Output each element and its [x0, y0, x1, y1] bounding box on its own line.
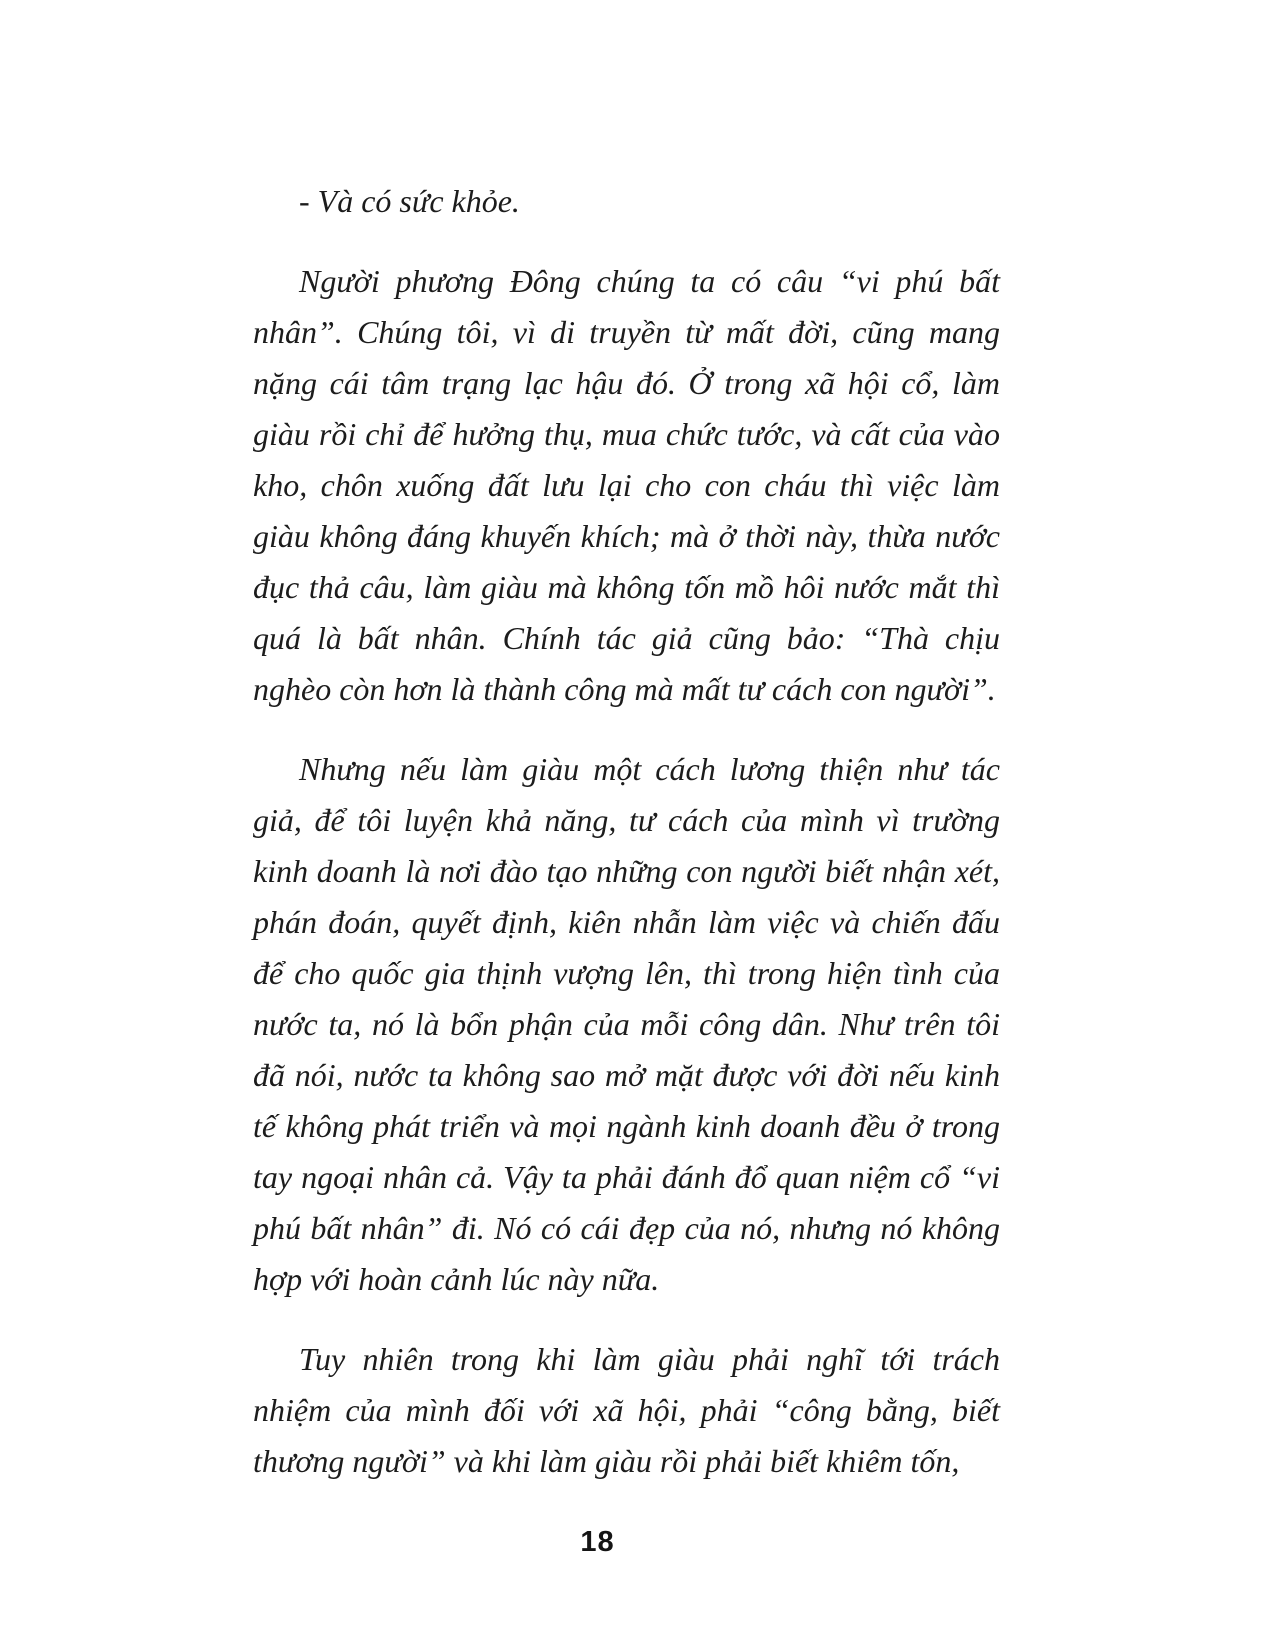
body-paragraph: - Và có sức khỏe.: [299, 183, 520, 219]
body-paragraph: Nhưng nếu làm giàu một cách lương thiện như tác giả, để tôi luyện khả năng, tư cách của mình vì trường kinh doanh là nơi đào tạo những con người biết nhận xét, phán đoán, quyết định, kiên nhẫn làm việc và chiến đấu để cho quốc gia thịnh vượng lên, thì trong hiện tình của nước ta, nó là bổn phận của mỗi công dân. Như trên tôi đã nói, nước ta không sao mở mặt được với đời nếu kinh tế không phát triển và mọi ngành kinh doanh đều ở trong tay ngoại nhân cả. Vậy ta phải đánh đổ quan niệm cổ “vi phú bất nhân” đi. Nó có cái đẹp của nó, nhưng nó không hợp với hoàn cảnh lúc này nữa.: [253, 751, 1000, 1297]
page-number: 18: [580, 1526, 615, 1558]
body-paragraph: Người phương Đông chúng ta có câu “vi phú bất nhân”. Chúng tôi, vì di truyền từ mất đời, cũng mang nặng cái tâm trạng lạc hậu đó. Ở trong xã hội cổ, làm giàu rồi chỉ để hưởng thụ, mua chức tước, và cất của vào kho, chôn xuống đất lưu lại cho con cháu thì việc làm giàu không đáng khuyến khích; mà ở thời này, thừa nước đục thả câu, làm giàu mà không tốn mồ hôi nước mắt thì quá là bất nhân. Chính tác giả cũng bảo: “Thà chịu nghèo còn hơn là thành công mà mất tư cách con người”.: [253, 263, 1000, 707]
body-paragraph: Tuy nhiên trong khi làm giàu phải nghĩ tới trách nhiệm của mình đối với xã hội, phải “công bằng, biết thương người” và khi làm giàu rồi phải biết khiêm tốn,: [253, 1341, 1000, 1479]
body-text: [253, 176, 1000, 1487]
